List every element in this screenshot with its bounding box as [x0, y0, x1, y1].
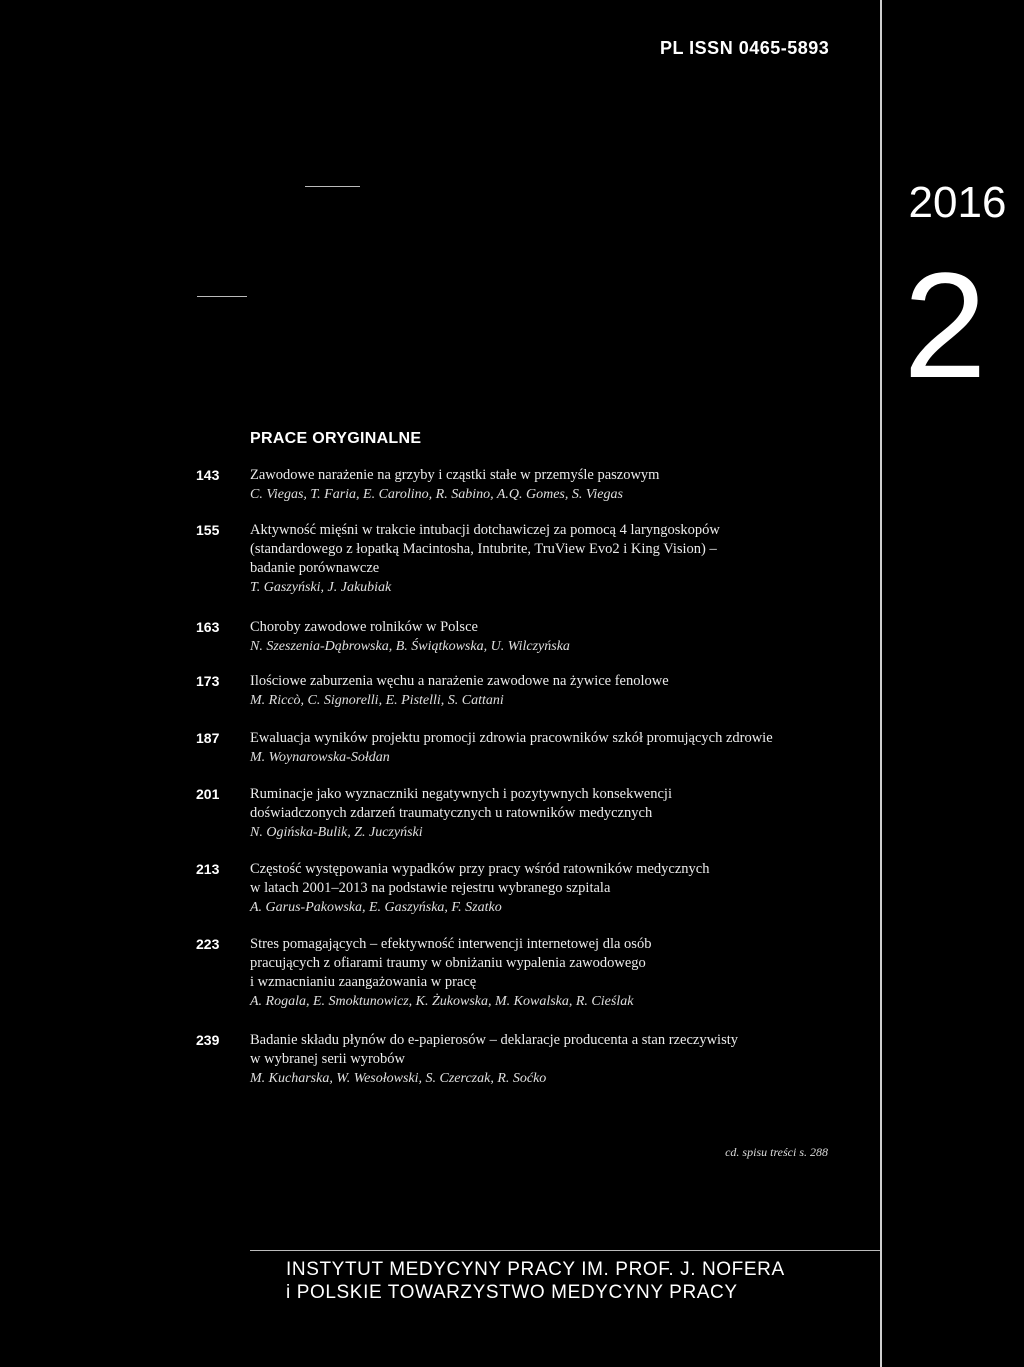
article-authors: C. Viegas, T. Faria, E. Carolino, R. Sabino, A.Q. Gomes, S. Viegas: [250, 487, 623, 502]
article-title-line: badanie porównawcze: [250, 560, 380, 576]
toc-entry-body: [250, 618, 860, 656]
article-title-line: pracujących z ofiarami traumy w obniżaniu wypalenia zawodowego: [250, 955, 646, 971]
toc-entry-body: [250, 521, 860, 597]
article-title: [250, 935, 860, 992]
article-title-line: Zawodowe narażenie na grzyby i cząstki stałe w przemyśle paszowym: [250, 467, 660, 483]
toc-page-number: 187: [196, 730, 220, 746]
article-title: [250, 521, 860, 578]
toc-page-number: 163: [196, 619, 220, 635]
toc-page-number: 201: [196, 786, 220, 802]
article-title: [250, 466, 860, 485]
decorative-dash: [305, 186, 360, 187]
article-authors: T. Gaszyński, J. Jakubiak: [250, 580, 392, 595]
article-authors: A. Garus-Pakowska, E. Gaszyńska, F. Szatko: [250, 900, 502, 915]
article-title-line: Aktywność mięśni w trakcie intubacji dotchawiczej za pomocą 4 laryngoskopów: [250, 522, 720, 538]
toc-page-number: 173: [196, 673, 220, 689]
article-title-line: Częstość występowania wypadków przy pracy wśród ratowników medycznych: [250, 861, 710, 877]
publisher-divider: [250, 1250, 880, 1251]
article-authors: M. Riccò, C. Signorelli, E. Pistelli, S. Cattani: [250, 693, 504, 708]
article-title-line: Ewaluacja wyników projektu promocji zdrowia pracowników szkół promujących zdrowie: [250, 730, 773, 746]
article-title: [250, 618, 860, 637]
article-title-line: Choroby zawodowe rolników w Polsce: [250, 619, 478, 635]
article-title-line: Ilościowe zaburzenia węchu a narażenie zawodowe na żywice fenolowe: [250, 673, 669, 689]
article-title: [250, 1031, 860, 1069]
article-title-line: w wybranej serii wyrobów: [250, 1051, 406, 1067]
publisher-block: [286, 1258, 846, 1304]
toc-entry-body: [250, 1031, 860, 1088]
section-heading: PRACE ORYGINALNE: [250, 430, 422, 447]
toc-page-number: 213: [196, 861, 220, 877]
toc-page-number: 155: [196, 522, 220, 538]
toc-page-number: 143: [196, 467, 220, 483]
article-title: [250, 785, 860, 823]
article-title-line: w latach 2001–2013 na podstawie rejestru wybranego szpitala: [250, 880, 611, 896]
toc-entry-body: [250, 935, 860, 1011]
vertical-divider: [880, 0, 882, 1367]
toc-entry-body: [250, 729, 860, 767]
issn-label: PL ISSN 0465-5893: [660, 38, 830, 58]
toc-entry-body: [250, 785, 860, 842]
toc-page-number: 223: [196, 936, 220, 952]
article-title: [250, 860, 860, 898]
article-title-line: (standardowego z łopatką Macintosha, Intubrite, TruView Evo2 i King Vision) –: [250, 541, 717, 557]
toc-entry-body: [250, 466, 860, 504]
article-authors: M. Kucharska, W. Wesołowski, S. Czerczak, R. Soćko: [250, 1071, 547, 1086]
continued-note: cd. spisu treści s. 288: [725, 1145, 828, 1159]
toc-entry-body: [250, 672, 860, 710]
article-title-line: i wzmacnianiu zaangażowania w pracę: [250, 974, 477, 990]
article-authors: M. Woynarowska-Sołdan: [250, 750, 390, 765]
publisher-line-1: INSTYTUT MEDYCYNY PRACY IM. PROF. J. NOFERA: [286, 1259, 785, 1280]
article-title: [250, 672, 860, 691]
publisher-line-2: i POLSKIE TOWARZYSTWO MEDYCYNY PRACY: [286, 1282, 738, 1303]
article-title: [250, 729, 860, 748]
article-authors: N. Ogińska-Bulik, Z. Juczyński: [250, 825, 423, 840]
issue-number: 2: [903, 241, 987, 409]
article-authors: N. Szeszenia-Dąbrowska, B. Świątkowska, U. Wilczyńska: [250, 639, 570, 654]
decorative-dash: [197, 296, 247, 297]
article-title-line: Stres pomagających – efektywność interwencji internetowej dla osób: [250, 936, 652, 952]
article-authors: A. Rogala, E. Smoktunowicz, K. Żukowska, M. Kowalska, R. Cieślak: [250, 994, 634, 1009]
article-title-line: Ruminacje jako wyznaczniki negatywnych i pozytywnych konsekwencji: [250, 786, 672, 802]
volume-year: 2016: [908, 178, 1007, 227]
toc-entry-body: [250, 860, 860, 917]
article-title-line: Badanie składu płynów do e-papierosów – deklaracje producenta a stan rzeczywisty: [250, 1032, 738, 1048]
toc-page-number: 239: [196, 1032, 220, 1048]
article-title-line: doświadczonych zdarzeń traumatycznych u ratowników medycznych: [250, 805, 653, 821]
